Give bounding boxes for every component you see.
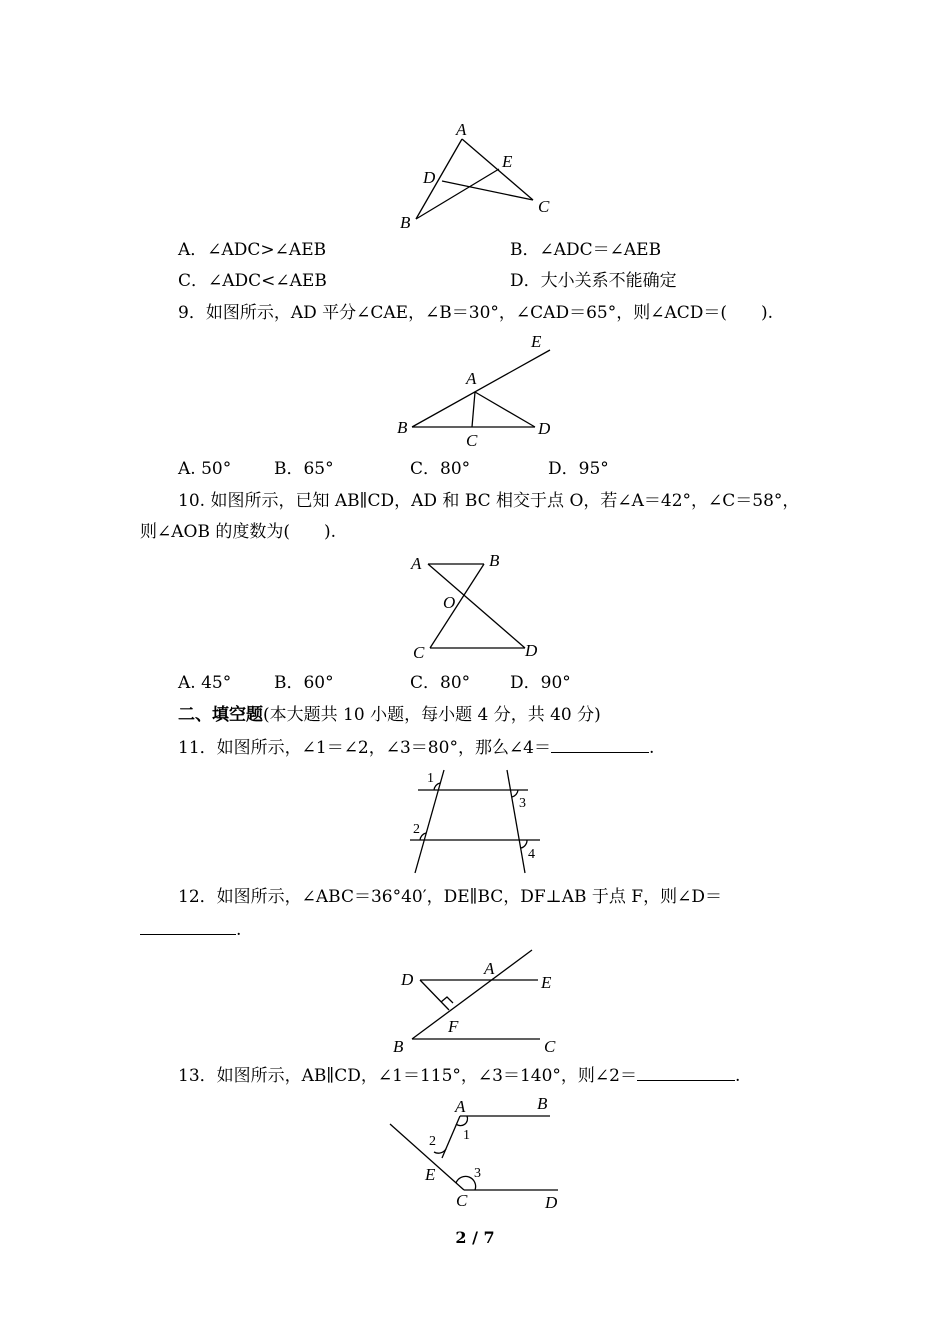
section-heading (178, 704, 601, 726)
q11-stem: 11．如图所示，∠1＝∠2，∠3＝80°，那么∠4＝ (178, 738, 552, 758)
q10-figure (400, 548, 560, 668)
point-label-e: E (425, 1165, 436, 1184)
transversal-right (507, 770, 525, 873)
q12-end: . (236, 920, 242, 940)
q8-option-b: B．∠ADC＝∠AEB (510, 240, 662, 260)
angle-label-3: 3 (474, 1166, 481, 1181)
q12-stem: 12．如图所示，∠ABC＝36°40′，DE∥BC，DF⊥AB 于点 F，则∠D＝ (178, 887, 722, 907)
q10-option-c: C．80° (410, 673, 471, 693)
point-label-c: C (544, 1037, 556, 1056)
right-angle-mark (441, 997, 453, 1003)
segment-ac (472, 392, 475, 427)
point-label-a: A (466, 369, 477, 388)
point-label-b: B (393, 1037, 404, 1056)
q11-end: . (649, 738, 655, 758)
point-label-d: D (401, 970, 414, 989)
q13-stem: 13．如图所示，AB∥CD，∠1＝115°，∠3＝140°，则∠2＝ (178, 1066, 637, 1086)
q8-option-c: C．∠ADC<∠AEB (178, 271, 327, 291)
point-label-e: E (502, 152, 513, 171)
section-note: (本大题共 10 小题，每小题 4 分，共 40 分) (263, 705, 601, 725)
point-label-a: A (484, 959, 495, 978)
point-label-d: D (538, 419, 551, 438)
angle-4-arc (521, 840, 527, 848)
q10-stem-line2: 则∠AOB 的度数为( ). (140, 522, 337, 542)
q8-figure (390, 115, 570, 235)
segment-dc (442, 181, 533, 200)
q8-option-a: A．∠ADC>∠AEB (178, 240, 327, 260)
angle-label-1: 1 (427, 771, 434, 786)
q13-answer-blank[interactable] (637, 1064, 735, 1081)
q10-stem-line1: 10. 如图所示，已知 AB∥CD，AD 和 BC 相交于点 O，若∠A＝42°，∠C＝58°， (178, 491, 800, 511)
point-label-d: D (525, 641, 538, 660)
q9-option-b: B．65° (274, 459, 334, 479)
point-label-a: A (411, 554, 422, 573)
q10-option-b: B．60° (274, 673, 334, 693)
angle-label-4: 4 (528, 847, 535, 862)
point-label-b: B (397, 418, 408, 437)
point-label-c: C (466, 431, 478, 450)
q13-figure (380, 1092, 580, 1217)
point-label-b: B (537, 1094, 548, 1113)
page-number: 2 / 7 (455, 1228, 495, 1247)
point-label-b: B (489, 551, 500, 570)
q10-option-a: A. 45° (178, 673, 232, 693)
q10-option-d: D．90° (510, 673, 571, 693)
q13-end: . (734, 1066, 741, 1086)
segment-ad (475, 392, 535, 427)
q9-figure (390, 330, 570, 455)
q12-answer-blank[interactable] (140, 918, 236, 935)
section-title: 二、填空题 (178, 705, 263, 725)
segment-ae (442, 1116, 460, 1158)
angle-label-3: 3 (519, 796, 526, 811)
point-label-e: E (541, 973, 552, 992)
segment-be (412, 350, 550, 427)
q11-figure (400, 765, 550, 880)
q11-stem-line (178, 736, 654, 759)
q13-stem-line (178, 1064, 740, 1087)
angle-3-arc (512, 790, 518, 797)
point-label-o: O (443, 593, 456, 612)
point-label-d: D (423, 168, 436, 187)
point-label-c: C (538, 197, 550, 216)
point-label-a: A (455, 1097, 466, 1116)
q11-answer-blank[interactable] (551, 736, 649, 753)
q9-option-d: D．95° (548, 459, 609, 479)
q9-option-a: A. 50° (178, 459, 232, 479)
q9-option-c: C．80° (410, 459, 471, 479)
q9-stem: 9．如图所示，AD 平分∠CAE，∠B＝30°，∠CAD＝65°，则∠ACD＝( ). (178, 303, 774, 323)
point-label-a: A (456, 120, 467, 139)
angle-label-1: 1 (463, 1128, 470, 1143)
point-label-d: D (545, 1193, 558, 1212)
angle-label-2: 2 (413, 822, 420, 837)
point-label-c: C (413, 643, 425, 662)
segment-df (420, 980, 449, 1010)
point-label-b: B (400, 213, 411, 232)
point-label-c: C (456, 1191, 468, 1210)
line-ba (412, 950, 532, 1039)
angle-3-arc (456, 1176, 476, 1190)
q12-figure (390, 945, 570, 1060)
q8-option-d: D．大小关系不能确定 (510, 271, 677, 291)
angle-label-2: 2 (429, 1134, 436, 1149)
point-label-f: F (448, 1017, 459, 1036)
q12-answer-line (140, 918, 241, 941)
point-label-e: E (531, 332, 542, 351)
